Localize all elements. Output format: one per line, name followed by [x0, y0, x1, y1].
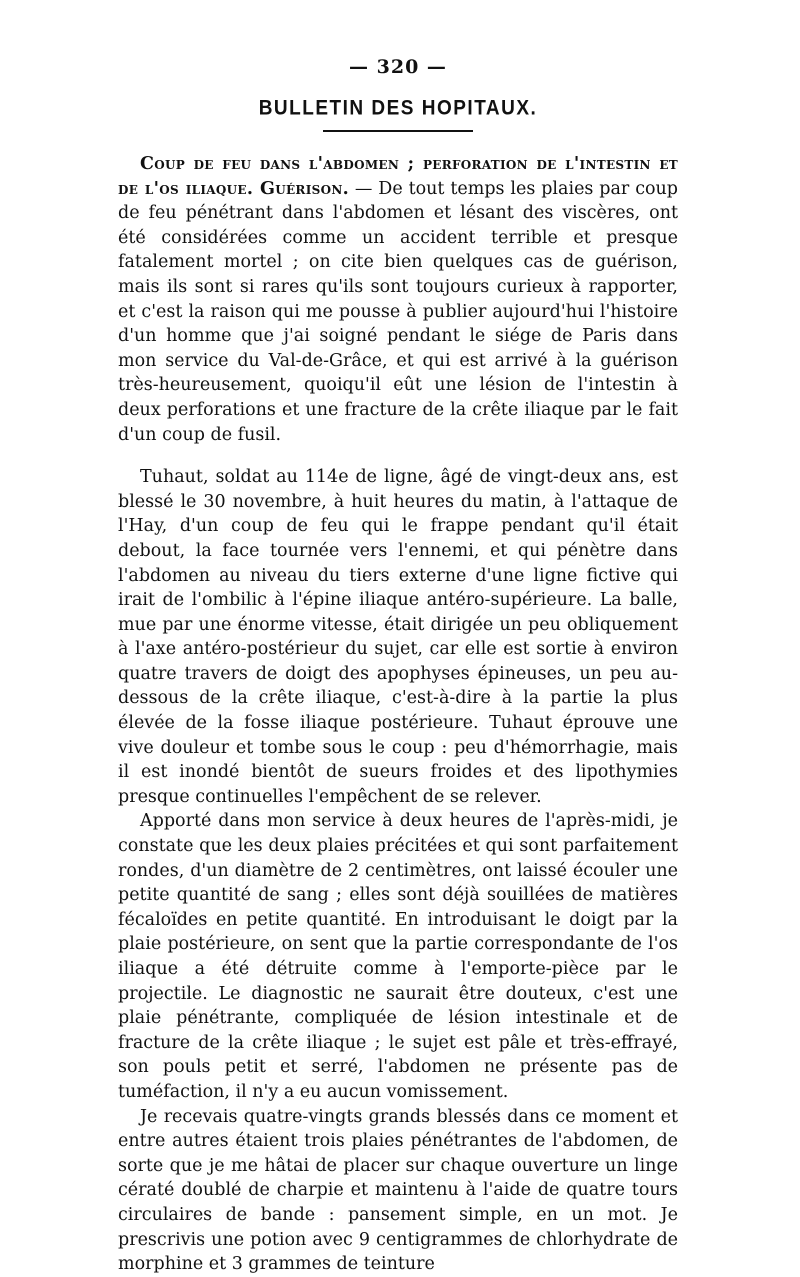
- article-intro-paragraph: [118, 152, 678, 447]
- running-title: BULLETIN DES HOPITAUX.: [258, 96, 538, 120]
- title-rule: [323, 130, 473, 132]
- body-paragraph: Tuhaut, soldat au 114e de ligne, âgé de vingt-deux ans, est blessé le 30 novembre, à huit heures du matin, à l'attaque de l'Hay, d'un coup de feu qui le frappe pendant qu'il était debout, la face tournée vers l'ennemi, et qui pénètre dans l'abdomen au niveau du tiers externe d'une ligne fictive qui irait de l'ombilic à l'épine iliaque antéro-supérieure. La balle, mue par une énorme vitesse, était dirigée un peu obliquement à l'axe antéro-postérieur du sujet, car elle est sortie à environ quatre travers de doigt des apophyses épineuses, un peu au-dessous de la crête iliaque, c'est-à-dire à la partie la plus élevée de la fosse iliaque postérieure. Tuhaut éprouve une vive douleur et tombe sous le coup : peu d'hémorrhagie, mais il est inondé bientôt de sueurs froides et des lipothymies presque continuelles l'empêchent de se relever.: [118, 467, 678, 807]
- article-intro-text: — De tout temps les plaies par coup de feu pénétrant dans l'abdomen et lésant des viscères, ont été considérées comme un accident terrible et presque fatalement mortel ; on cite bien quelques cas de guérison, mais ils sont si rares qu'ils sont toujours curieux à rapporter, et c'est la raison qui me pousse à publier aujourd'hui l'histoire d'un homme que j'ai soigné pendant le siége de Paris dans mon service du Val-de-Grâce, et qui est arrivé à la guérison très-heureusement, quoiqu'il eût une lésion de l'intestin à deux perforations et une fracture de la crête iliaque par le fait d'un coup de fusil.: [118, 178, 678, 445]
- page-number: — 320 —: [349, 56, 447, 78]
- body-paragraph: Je recevais quatre-vingts grands blessés dans ce moment et entre autres étaient trois plaies pénétrantes de l'abdomen, de sorte que je me hâtai de placer sur chaque ouverture un linge cératé doublé de charpie et maintenu à l'aide de quatre tours circulaires de bande : pansement simple, en un mot. Je prescrivis une potion avec 9 centigrammes de chlorhydrate de morphine et 3 grammes de teinture: [118, 1106, 678, 1275]
- document-page: [118, 56, 678, 1277]
- body-paragraph: Apporté dans mon service à deux heures de l'après-midi, je constate que les deux plaies précitées et qui sont parfaitement rondes, d'un diamètre de 2 centimètres, ont laissé écouler une petite quantité de sang ; elles sont déjà souillées de matières fécaloïdes en petite quantité. En introduisant le doigt par la plaie postérieure, on sent que la partie correspondante de l'os iliaque a été détruite comme à l'emporte-pièce par le projectile. Le diagnostic ne saurait être douteux, c'est une plaie pénétrante, compliquée de lésion intestinale et de fracture de la crête iliaque ; le sujet est pâle et très-effrayé, son pouls petit et serré, l'abdomen ne présente pas de tuméfaction, il n'y a eu aucun vomissement.: [118, 811, 678, 1102]
- article-heading: Coup de feu dans l'abdomen ; perforation de l'intestin et de l'os iliaque. Guérison.: [118, 154, 678, 199]
